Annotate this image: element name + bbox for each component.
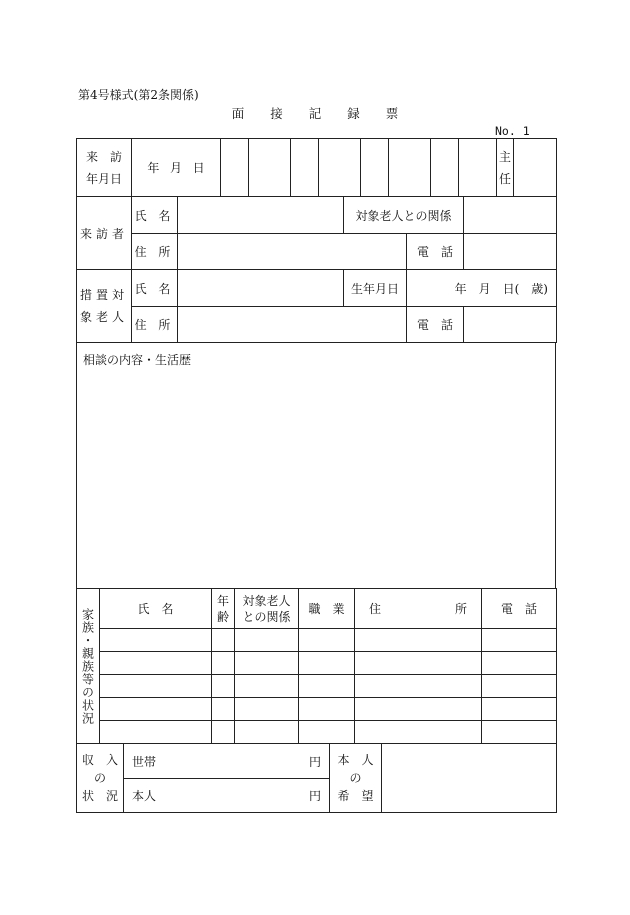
col-relation-line2: との関係 [242, 609, 291, 624]
hope-label-line2: の [349, 771, 362, 785]
income-label-line2: の [93, 771, 106, 785]
col-job-header: 職 業 [299, 589, 355, 629]
visitor-phone-label: 電 話 [407, 234, 464, 270]
supervisor-label [497, 139, 514, 197]
col-address-header [355, 589, 482, 629]
income-table [76, 743, 557, 813]
table-row [77, 675, 557, 698]
table-row [77, 698, 557, 721]
self-income-field[interactable] [124, 779, 330, 813]
birthdate-label: 生年月日 [344, 270, 407, 307]
supervisor-line1: 主 [498, 149, 511, 164]
family-table [76, 588, 557, 744]
col-address-a: 住 [369, 602, 382, 616]
family-cell[interactable] [100, 721, 212, 744]
col-phone-header: 電 話 [482, 589, 557, 629]
yen-unit: 円 [308, 789, 321, 803]
subject-address-field[interactable] [178, 307, 407, 343]
visitor-table [76, 196, 557, 270]
table-row [77, 629, 557, 652]
subject-name-label: 氏 名 [132, 270, 178, 307]
visitor-relation-field[interactable] [464, 197, 557, 234]
family-cell[interactable] [482, 675, 557, 698]
subject-label-line2: 象老人 [79, 310, 128, 324]
family-cell[interactable] [355, 675, 482, 698]
hope-field[interactable] [382, 744, 557, 813]
family-cell[interactable] [482, 698, 557, 721]
year-label: 年 [147, 161, 160, 175]
family-cell[interactable] [355, 721, 482, 744]
family-cell[interactable] [235, 629, 299, 652]
family-side-text: 家族・親族等の状況 [80, 607, 95, 725]
birthdate-value: 年 月 日( 歳) [454, 281, 548, 296]
family-cell[interactable] [100, 675, 212, 698]
col-address-b: 所 [454, 602, 467, 616]
table-row [77, 721, 557, 744]
col-age-line2: 齢 [216, 609, 229, 624]
stamp-cell[interactable] [361, 139, 389, 197]
visitor-address-field[interactable] [178, 234, 407, 270]
family-cell[interactable] [212, 652, 235, 675]
household-label: 世帯 [132, 754, 157, 769]
family-cell[interactable] [235, 675, 299, 698]
form-number: 第4号様式(第2条関係) [78, 88, 199, 102]
page-title: 面接記録票 [231, 106, 425, 121]
family-cell[interactable] [355, 629, 482, 652]
family-cell[interactable] [482, 652, 557, 675]
subject-label-line1: 措置対 [79, 288, 128, 302]
family-cell[interactable] [299, 675, 355, 698]
family-cell[interactable] [355, 698, 482, 721]
family-cell[interactable] [299, 698, 355, 721]
self-label: 本人 [132, 789, 157, 803]
family-cell[interactable] [100, 629, 212, 652]
month-label: 月 [169, 161, 182, 175]
family-cell[interactable] [235, 652, 299, 675]
subject-label [77, 270, 132, 343]
visitor-name-label: 氏 名 [132, 197, 178, 234]
household-income-field[interactable] [124, 744, 330, 779]
day-label: 日 [192, 161, 205, 175]
family-cell[interactable] [212, 721, 235, 744]
visitor-relation-label: 対象老人との関係 [344, 197, 464, 234]
col-age-header [212, 589, 235, 629]
family-cell[interactable] [355, 652, 482, 675]
family-cell[interactable] [100, 698, 212, 721]
supervisor-stamp[interactable] [514, 139, 557, 197]
col-name-header: 氏 名 [100, 589, 212, 629]
family-cell[interactable] [235, 698, 299, 721]
family-cell[interactable] [212, 698, 235, 721]
family-cell[interactable] [482, 629, 557, 652]
stamp-cell[interactable] [389, 139, 431, 197]
family-cell[interactable] [299, 629, 355, 652]
birthdate-field[interactable] [407, 270, 557, 307]
visit-date-table [76, 138, 557, 197]
consultation-table [76, 342, 556, 589]
stamp-cell[interactable] [459, 139, 497, 197]
visitor-phone-field[interactable] [464, 234, 557, 270]
col-relation-header [235, 589, 299, 629]
visitor-address-label: 住 所 [132, 234, 178, 270]
visit-date-label [77, 139, 132, 197]
hope-label-line3: 希 望 [337, 789, 374, 803]
family-side-label [77, 589, 100, 744]
family-cell[interactable] [212, 675, 235, 698]
stamp-cell[interactable] [221, 139, 249, 197]
consultation-field[interactable] [77, 343, 556, 589]
family-cell[interactable] [299, 652, 355, 675]
subject-phone-field[interactable] [464, 307, 557, 343]
income-label-line3: 状 況 [81, 789, 118, 803]
visit-label-line1: 来 訪 [85, 149, 122, 164]
visitor-label: 来訪者 [77, 197, 132, 270]
family-cell[interactable] [235, 721, 299, 744]
visit-date-field[interactable] [132, 139, 221, 197]
hope-label-line1: 本 人 [337, 753, 374, 767]
consultation-label: 相談の内容・生活歴 [83, 353, 192, 367]
income-label [77, 744, 124, 813]
col-age-line1: 年 [216, 593, 229, 608]
stamp-cell[interactable] [291, 139, 319, 197]
income-label-line1: 収 入 [81, 753, 118, 767]
visit-label-line2: 年月日 [85, 171, 122, 186]
family-cell[interactable] [482, 721, 557, 744]
family-cell[interactable] [212, 629, 235, 652]
family-cell[interactable] [100, 652, 212, 675]
supervisor-line2: 任 [498, 171, 511, 186]
family-cell[interactable] [299, 721, 355, 744]
stamp-cell[interactable] [319, 139, 361, 197]
hope-label [330, 744, 382, 813]
subject-table [76, 269, 557, 343]
stamp-cell[interactable] [249, 139, 291, 197]
subject-phone-label: 電 話 [407, 307, 464, 343]
visitor-name-field[interactable] [178, 197, 344, 234]
stamp-cell[interactable] [431, 139, 459, 197]
table-row [77, 652, 557, 675]
col-relation-line1: 対象老人 [242, 593, 291, 608]
subject-name-field[interactable] [178, 270, 344, 307]
serial-number: No. 1 [495, 124, 530, 138]
yen-unit: 円 [308, 754, 321, 769]
subject-address-label: 住 所 [132, 307, 178, 343]
